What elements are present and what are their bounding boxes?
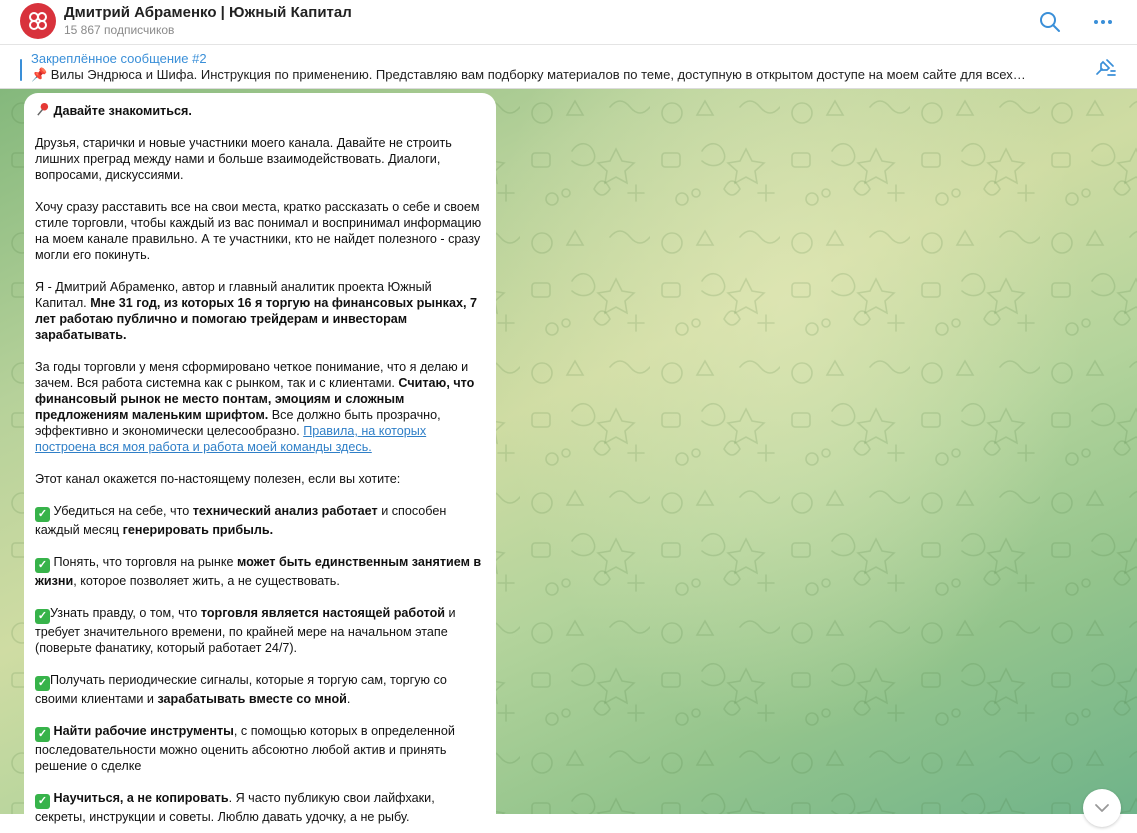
chat-area[interactable] — [0, 89, 1137, 824]
scroll-down-button[interactable] — [1083, 789, 1121, 827]
subscriber-count: 15 867 подписчиков — [64, 23, 175, 37]
check-mark-icon: ✓ — [35, 558, 50, 573]
pinned-list-button[interactable] — [1093, 55, 1119, 81]
search-icon — [1039, 11, 1061, 33]
pinned-message-bar[interactable] — [0, 45, 1137, 89]
message-bubble[interactable] — [24, 93, 496, 833]
check-mark-icon: ✓ — [35, 676, 50, 691]
pinned-text: 📌 Вилы Эндрюса и Шифа. Инструкция по применению. Представляю вам подборку материалов по теме, доступную в открытом доступе на моем сайте для всех… — [31, 67, 1026, 82]
chat-header — [0, 0, 1137, 45]
pinned-indicator — [20, 59, 22, 81]
list-item: ✓ Найти рабочие инструменты, с помощью которых в определенной последовательности можно оценить абсоютно любой актив и принять решение о сделке — [35, 724, 455, 773]
check-mark-icon: ✓ — [35, 727, 50, 742]
pinned-list-icon — [1094, 56, 1118, 80]
more-dots-icon — [1092, 11, 1114, 33]
pushpin-icon — [35, 102, 50, 117]
list-item: ✓ Научиться, а не копировать. Я часто публикую свои лайфхаки, секреты, инструкции и советы. Люблю давать удочку, а не рыбу. — [35, 791, 435, 824]
search-button[interactable] — [1037, 9, 1063, 35]
channel-avatar[interactable] — [20, 3, 56, 39]
rules-link[interactable]: Правила, на которых построена вся моя работа и работа моей команды здесь. — [35, 424, 427, 454]
message-paragraph: Хочу сразу расставить все на свои места, кратко рассказать о себе и своем стиле торговли, чтобы каждый из вас понимал и воспринимал информацию на моем канале правильно. А те участники, кто не найдет полезного - сразу могли его покинуть. — [35, 200, 482, 262]
channel-title[interactable]: Дмитрий Абраменко | Южный Капитал — [64, 4, 352, 21]
message-paragraph: Друзья, старички и новые участники моего канала. Давайте не строить лишних преград между нами и больше взаимодействовать. Диалоги, вопросами, дискуссиями. — [35, 136, 452, 182]
chevron-down-icon — [1093, 799, 1111, 817]
check-mark-icon: ✓ — [35, 794, 50, 809]
list-item: ✓ Узнать правду, о том, что торговля является настоящей работой и требует значительного времени, по крайней мере на начальном этапе (поверьте фанатику, который работает 24/7). — [35, 606, 456, 655]
list-item: ✓ Понять, что торговля на рынке может быть единственным занятием в жизни, которое позволяет жить, а не существовать. — [35, 555, 482, 588]
logo-knot-icon — [25, 8, 51, 34]
message-paragraph: За годы торговли у меня сформировано четкое понимание, что я делаю и зачем. Вся работа системна как с рынком, так и с клиентами. Считаю, что финансовый рынок не место понтам, эмоциям и сложным предложениям маленьким шрифтом. Все должно быть прозрачно, эффективно и экономически целесообразно. Правила, на которых построена вся моя работа и работа моей команды здесь. — [35, 360, 475, 454]
list-item: ✓ Получать периодические сигналы, которые я торгую сам, торгую со своими клиентами и зарабатывать вместе со мной. — [35, 673, 447, 706]
list-item: ✓ Убедиться на себе, что технический анализ работает и способен каждый месяц генерировать прибыль. — [35, 504, 447, 537]
message-heading: Давайте знакомиться. — [35, 102, 484, 119]
more-button[interactable] — [1090, 9, 1116, 35]
check-mark-icon: ✓ — [35, 507, 50, 522]
pinned-title: Закреплённое сообщение #2 — [31, 51, 207, 66]
message-paragraph: Этот канал окажется по-настоящему полезен, если вы хотите: — [35, 472, 401, 486]
check-mark-icon: ✓ — [35, 609, 50, 624]
message-paragraph: Я - Дмитрий Абраменко, автор и главный аналитик проекта Южный Капитал. Мне 31 год, из которых 16 я торгую на финансовых рынках, 7 лет работаю публично и помогаю трейдерам и инвесторам зарабатывать. — [35, 280, 477, 342]
